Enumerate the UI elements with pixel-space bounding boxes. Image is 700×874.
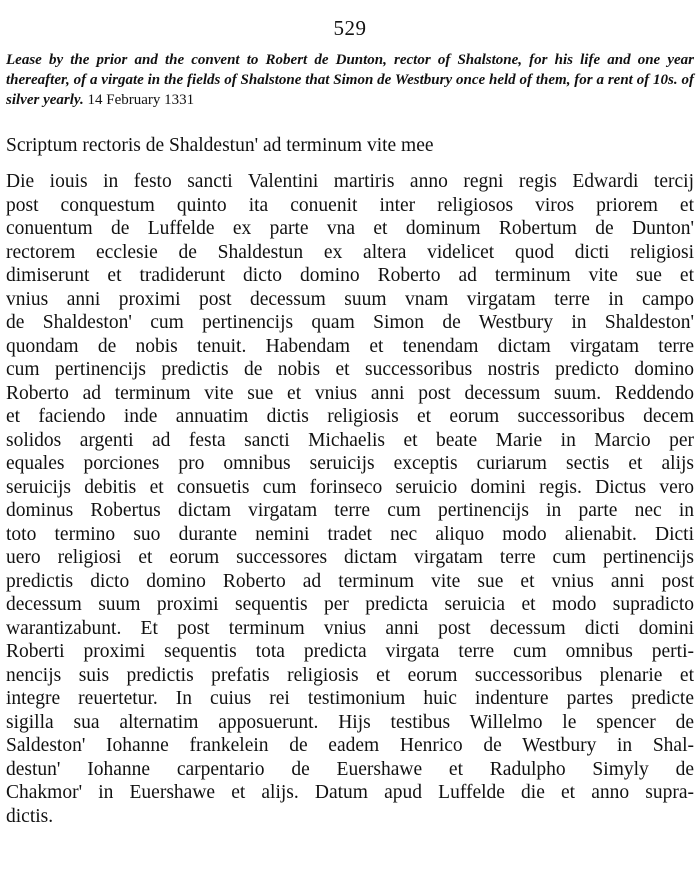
body-line: Chakmor' in Euershawe et alijs. Datum apud Luffelde die et anno supra- bbox=[6, 782, 694, 803]
body-line: conuentum de Luffelde ex parte vna et dominum Robertum de Dunton' bbox=[6, 218, 694, 239]
body-line: de Shaldeston' cum pertinencijs quam Simon de Westbury in Shaldeston' bbox=[6, 312, 694, 333]
body-line: decessum suum proximi sequentis per predicta seruicia et modo supradicto bbox=[6, 594, 694, 615]
body-line: nencijs suis predictis prefatis religiosis et eorum successoribus plenarie et bbox=[6, 664, 694, 686]
body-line: uero religiosi et eorum successores dictam virgatam terre cum pertinencijs bbox=[6, 547, 694, 568]
summary-date: 14 February 1331 bbox=[87, 92, 195, 108]
body-line: equales porciones pro omnibus seruicijs exceptis curiarum sectis et alijs bbox=[6, 453, 694, 474]
document-body bbox=[6, 170, 694, 828]
body-line: Roberti proximi sequentis tota predicta virgata terre cum omnibus perti- bbox=[6, 641, 694, 662]
body-line: predictis dicto domino Roberto ad terminum vite sue et vnius anni post bbox=[6, 570, 694, 592]
body-line: Saldeston' Iohanne frankelein de eadem Henrico de Westbury in Shal- bbox=[6, 735, 694, 756]
body-line: warantizabunt. Et post terminum vnius anni post decessum dicti domini bbox=[6, 617, 694, 639]
body-line: cum pertinencijs predictis de nobis et successoribus nostris predicto domino bbox=[6, 359, 694, 380]
body-line: et faciendo inde annuatim dictis religiosis et eorum successoribus decem bbox=[6, 406, 694, 427]
document-heading: Scriptum rectoris de Shaldestun' ad terminum vite mee bbox=[6, 135, 434, 156]
body-line: Roberto ad terminum vite sue et vnius anni post decessum suum. Reddendo bbox=[6, 382, 694, 404]
document-summary bbox=[6, 50, 694, 110]
body-line: vnius anni proximi post decessum suum vnam virgatam terre in campo bbox=[6, 288, 694, 310]
body-line: dimiserunt et tradiderunt dicto domino Roberto ad terminum vite sue et bbox=[6, 265, 694, 286]
body-line: post conquestum quinto ita conuenit inter religiosos viros priorem et bbox=[6, 194, 694, 216]
body-line: destun' Iohanne carpentario de Euershawe et Radulpho Simyly de bbox=[6, 758, 694, 780]
body-line: quondam de nobis tenuit. Habendam et tenendam dictam virgatam terre bbox=[6, 335, 694, 357]
body-line: dominus Robertus dictam virgatam terre cum pertinencijs in parte nec in bbox=[6, 500, 694, 521]
body-line: dictis. bbox=[6, 805, 54, 827]
body-line: rectorem ecclesie de Shaldestun ex altera videlicet quod dicti religiosi bbox=[6, 241, 694, 263]
body-line: solidos argenti ad festa sancti Michaelis et beate Marie in Marcio per bbox=[6, 429, 694, 451]
body-line: sigilla sua alternatim apposuerunt. Hijs testibus Willelmo le spencer de bbox=[6, 711, 694, 733]
body-line: seruicijs debitis et consuetis cum forinseco seruicio domini regis. Dictus vero bbox=[6, 476, 694, 498]
page-number: 529 bbox=[333, 16, 367, 40]
summary-text: Lease by the prior and the convent to Robert de Dunton, rector of Shalstone, for his life and one year thereafter, of a virgate in the fields of Shalstone that Simon de Westbury once held of them, for a rent of 10s. of silver yearly. bbox=[6, 52, 694, 108]
body-line: toto termino suo durante nemini tradet nec aliquo modo alienabit. Dicti bbox=[6, 523, 694, 545]
body-line: integre reuertetur. In cuius rei testimonium huic indenture partes predicte bbox=[6, 688, 694, 709]
body-line: Die iouis in festo sancti Valentini martiris anno regni regis Edwardi tercij bbox=[6, 171, 694, 192]
